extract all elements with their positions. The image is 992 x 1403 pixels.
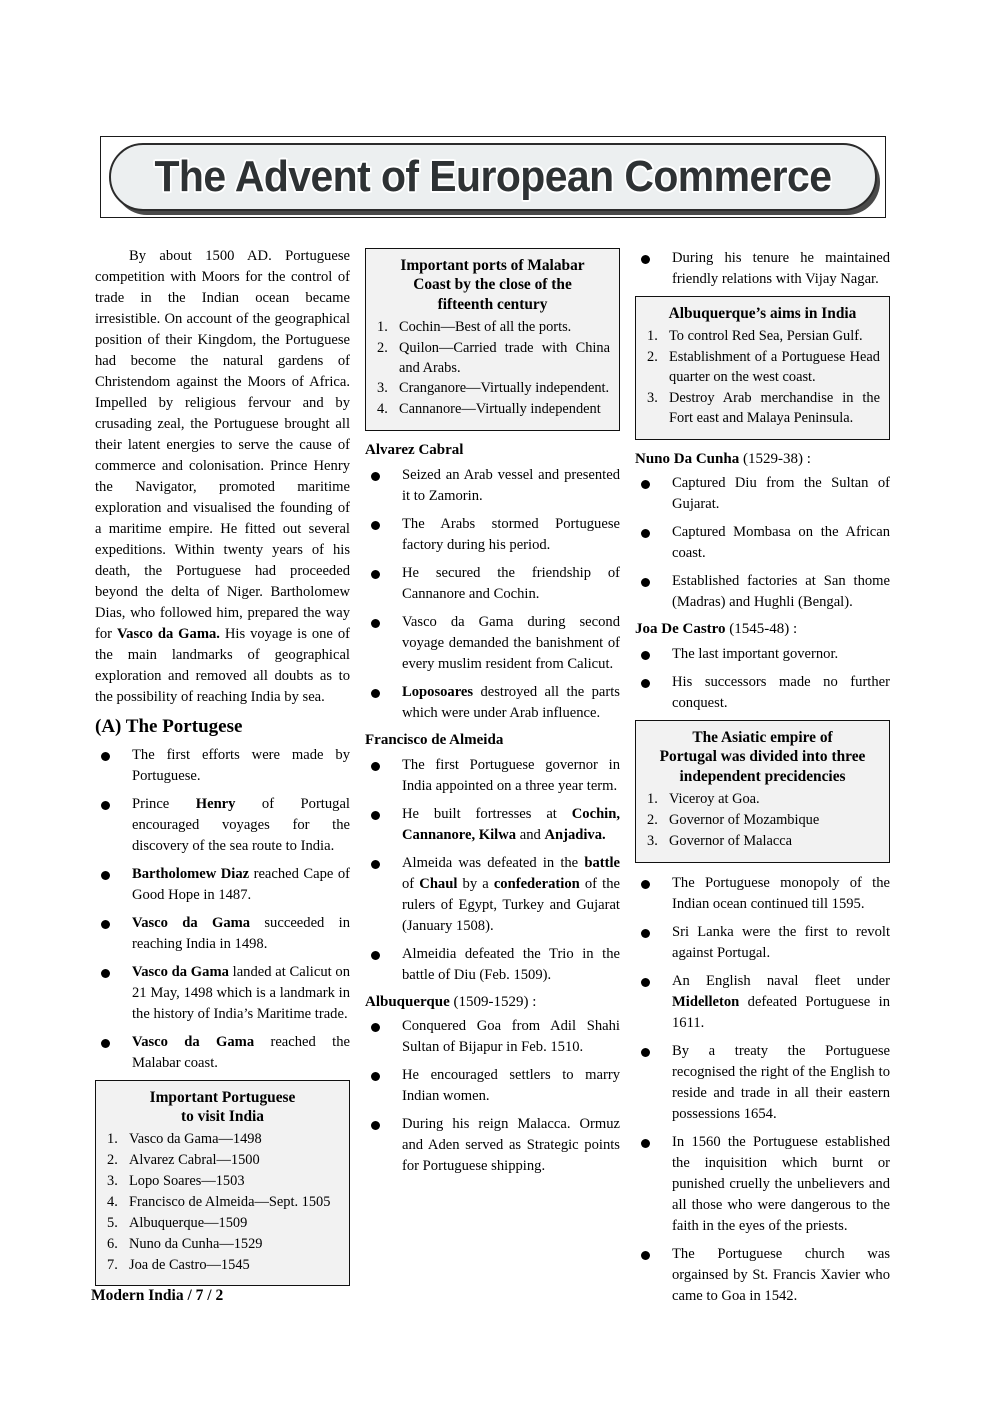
subheading-joa-de-castro [635, 620, 890, 639]
castro-bullet-list [635, 644, 890, 714]
list-item [365, 804, 620, 846]
page-title-pill [109, 143, 877, 211]
list-item [365, 612, 620, 675]
bullet-dot-icon [641, 978, 650, 987]
list-item [95, 745, 350, 787]
bullet-pre: He encouraged settlers to marry Indian women. [402, 1067, 620, 1105]
list-number: 2. [647, 811, 658, 828]
list-item [645, 790, 880, 810]
bullet-dot-icon [641, 929, 650, 938]
list-text: Nuno da Cunha—1529 [129, 1235, 263, 1252]
list-item [105, 1172, 340, 1192]
list-number: 3. [647, 832, 658, 849]
bullet-bold: Vasco da Gama [132, 1033, 255, 1050]
list-item [635, 522, 890, 564]
bullet-post: reached Cape of Good Hope in 1487. [132, 865, 351, 903]
bullet-dot-icon [641, 255, 650, 264]
bullet-pre: Vasco da Gama during second voyage demanded the banishment of every muslim resident from Calicut. [402, 613, 620, 672]
list-item [365, 563, 620, 605]
list-number: 3. [107, 1173, 118, 1190]
list-item [645, 348, 880, 388]
list-number: 3. [647, 389, 658, 406]
list-item [365, 944, 620, 986]
list-item [365, 682, 620, 724]
intro-text-bold: Vasco da Gama. [116, 626, 220, 642]
subheading-dates: (1529-38) : [739, 450, 811, 467]
bullet-text: Captured Diu from the Sultan of Gujarat. [672, 475, 890, 513]
bullet-pre: The first Portuguese governor in India appointed on a three year term. [402, 756, 620, 794]
list-item [365, 1065, 620, 1107]
list-text: Cochin—Best of all the ports. [399, 318, 572, 335]
bullet-pre: By a treaty the Portuguese recognised the right of the English to reside and trade in all their eastern possessions 1654. [672, 1042, 890, 1122]
column-3 [635, 246, 890, 1311]
list-text: Albuquerque—1509 [129, 1214, 248, 1231]
bullet-dot-icon [101, 801, 110, 810]
column-1 [95, 246, 350, 1311]
bullet-bold: Vasco da Gama [132, 963, 229, 980]
bullet-dot-icon [101, 969, 110, 978]
list-text: Viceroy at Goa. [669, 790, 760, 807]
bullet-bold-2: Anjadiva. [544, 826, 606, 843]
list-text: To control Red Sea, Persian Gulf. [669, 328, 863, 345]
bullet-pre: Prince [132, 795, 196, 812]
bullet-post: of [402, 875, 420, 892]
bullet-pre: The Arabs stormed Portuguese factory during his period. [402, 515, 620, 553]
list-number: 2. [647, 349, 658, 366]
list-item [635, 644, 890, 665]
bullet-bold: battle [584, 854, 620, 871]
box-numbered-list [375, 318, 610, 420]
bullet-pre: He built fortresses at [402, 805, 572, 822]
final-bullet-list [635, 873, 890, 1307]
box-title-line-3: fifteenth century [437, 295, 548, 313]
bullet-pre: Sri Lanka were the first to revolt against Portugal. [672, 923, 890, 961]
list-number: 4. [107, 1193, 118, 1210]
bullet-dot-icon [371, 951, 380, 960]
box-title-line-1: Important Portuguese [149, 1088, 296, 1106]
bullet-pre: The Portuguese monopoly of the Indian ocean continued till 1595. [672, 874, 890, 912]
bullet-dot-icon [371, 619, 380, 628]
list-text: Francisco de Almeida—Sept. 1505 [129, 1193, 331, 1210]
list-item [635, 672, 890, 714]
list-item [375, 339, 610, 379]
list-number: 4. [377, 401, 388, 418]
list-item [645, 832, 880, 852]
subheading-name: Nuno Da Cunha [635, 450, 740, 467]
box-title-line-1: Important ports of Malabar [400, 257, 585, 274]
subheading-alvarez-cabral: Alvarez Cabral [365, 442, 464, 459]
bullet-dot-icon [101, 920, 110, 929]
list-number: 1. [377, 318, 388, 335]
bullet-dot-icon [371, 860, 380, 869]
list-item [95, 1032, 350, 1074]
box-numbered-list [645, 790, 880, 852]
list-text: Destroy Arab merchandise in the Fort east and Malaya Peninsula. [669, 389, 880, 426]
subheading-dates: (1509-1529) : [449, 993, 537, 1010]
article-columns [95, 246, 891, 1311]
list-item [635, 971, 890, 1034]
subheading-albuquerque [365, 993, 620, 1012]
list-item [105, 1235, 340, 1255]
page-footer: Modern India / 7 / 2 [91, 1287, 224, 1304]
subheading-name: Joa De Castro [635, 621, 726, 638]
bullet-dot-icon [371, 1072, 380, 1081]
intro-text-head: By about 1500 AD. Portuguese competition with Moors for the control of trade in the Indian ocean became irresistible. On account of the geographical position of their Kingdom, the Portuguese had become the natural gardens of Christendom against the Moors of Africa. Impelled by religious fervour and by crusading zeal, the Portuguese brought all their latent energies to serve the cause of commerce and colonisation. Prince Henry the Navigator, promoted maritime exploration and visualised the founding of a maritime empire. He fitted out several expeditions. Within twenty years of his death, the Portuguese had proceeded beyond the delta of Niger. Bartholomew Dias, who followed him, prepared the way for [95, 248, 350, 642]
page-title-frame [100, 136, 886, 218]
box-title-line-2: Portugal was divided into three [659, 748, 866, 766]
bullet-dot-icon [371, 521, 380, 530]
bullet-post: defeated Portuguese in 1611. [672, 993, 890, 1031]
list-text: Lopo Soares—1503 [129, 1173, 245, 1190]
bullet-bold: Bartholomew Diaz [132, 865, 250, 882]
bullet-dot-icon [641, 679, 650, 688]
list-item [635, 922, 890, 964]
box-title: Albuquerque’s aims in India [668, 305, 857, 322]
bullet-post: and [516, 826, 545, 843]
list-number: 2. [107, 1152, 118, 1169]
subheading-francisco-de-almeida: Francisco de Almeida [365, 731, 504, 748]
bullet-pre: In 1560 the Portuguese established the inquisition which burnt or punished cruelly the unbelievers and all those who were dangerous to the faith in the eyes of the priests. [672, 1133, 890, 1234]
bullet-bold: Vasco da Gama [132, 914, 251, 931]
list-text: Vasco da Gama—1498 [129, 1131, 262, 1148]
bullet-bold: Midelleton [672, 993, 740, 1010]
box-title [105, 1088, 340, 1127]
list-number: 1. [647, 790, 658, 807]
bullet-pre: The first efforts were made by Portuguese. [132, 746, 350, 784]
list-item [365, 1016, 620, 1058]
bullet-dot-icon [371, 1121, 380, 1130]
list-text: Establishment of a Portuguese Head quarter on the west coast. [669, 349, 880, 385]
list-text: Governor of Malacca [669, 832, 793, 849]
bullet-dot-icon [371, 1023, 380, 1032]
list-item [105, 1193, 340, 1213]
column-2 [365, 246, 620, 1311]
list-item [645, 327, 880, 347]
portugese-bullet-list [95, 745, 350, 1074]
list-number: 3. [377, 380, 388, 397]
bullet-text: The last important governor. [672, 646, 839, 663]
list-text: Cranganore—Virtually independent. [399, 380, 610, 397]
box-title-line-2: to visit India [181, 1108, 264, 1126]
list-number: 1. [647, 328, 658, 345]
list-text: Governor of Mozambique [669, 811, 820, 828]
bullet-dot-icon [371, 689, 380, 698]
bullet-pre: An English naval fleet under [672, 972, 890, 989]
list-item [645, 389, 880, 429]
list-item [105, 1256, 340, 1276]
bullet-dot-icon [641, 529, 650, 538]
bullet-dot-icon [641, 578, 650, 587]
box-numbered-list [105, 1130, 340, 1275]
list-item [105, 1151, 340, 1171]
subheading-dates: (1545-48) : [725, 621, 798, 638]
list-item [365, 1114, 620, 1177]
box-asiatic-empire [635, 720, 890, 862]
bullet-post: destroyed all the parts which were under Arab influence. [402, 683, 620, 721]
list-number: 7. [107, 1256, 118, 1273]
list-item [635, 1132, 890, 1237]
bullet-pre: The Portuguese church was orgainsed by St. Francis Xavier who came to Goa in 1542. [672, 1245, 890, 1304]
list-number: 2. [377, 339, 388, 356]
subheading-name: Albuquerque [365, 993, 450, 1010]
list-number: 6. [107, 1235, 118, 1252]
bullet-pre: Almeida was defeated in the [402, 854, 585, 871]
bullet-post: landed at Calicut on 21 May, 1498 which is a landmark in the history of India’s Maritime trade. [132, 963, 350, 1022]
bullet-pre: Almeidia defeated the Trio in the battle of Diu (Feb. 1509). [402, 945, 620, 983]
list-item [365, 755, 620, 797]
albuquerque-bullet-list [365, 1016, 620, 1177]
bullet-dot-icon [641, 1048, 650, 1057]
list-item [635, 571, 890, 613]
bullet-dot-icon [371, 811, 380, 820]
list-text: Cannanore—Virtually independent [399, 401, 601, 418]
bullet-bold: Loposoares [402, 683, 474, 700]
bullet-dot-icon [371, 472, 380, 481]
bullet-dot-icon [641, 880, 650, 889]
list-item [635, 1041, 890, 1125]
box-title-line-2: Coast by the close of the [413, 276, 572, 294]
list-text: Alvarez Cabral—1500 [129, 1152, 260, 1169]
bullet-post-2: by a [457, 875, 494, 892]
bullet-dot-icon [371, 762, 380, 771]
box-malabar-ports [365, 248, 620, 431]
box-title-line-1: The Asiatic empire of [692, 729, 833, 747]
box-important-portuguese [95, 1080, 350, 1287]
list-text: Quilon—Carried trade with China and Arabs. [399, 339, 610, 376]
box-albuquerque-aims [635, 296, 890, 440]
bullet-post-3: of the rulers of Egypt, Turkey and Gujarat (January 1508). [402, 875, 620, 934]
bullet-dot-icon [641, 1139, 650, 1148]
cunha-bullet-list [635, 473, 890, 613]
box-numbered-list [645, 327, 880, 428]
bullet-post: reached the Malabar coast. [132, 1033, 350, 1071]
bullet-pre: During his tenure he maintained friendly relations with Vijay Nagar. [672, 250, 890, 287]
bullet-post: of Portugal encouraged voyages for the discovery of the sea route to India. [132, 795, 350, 854]
bullet-bold: Cochin, Cannanore, Kilwa [402, 805, 620, 843]
intro-text-tail: His voyage is one of the main landmarks of geographical exploration and removed all doubts as to the possibility of reaching India by sea. [95, 626, 350, 705]
list-number: 5. [107, 1214, 118, 1231]
list-item [635, 473, 890, 515]
list-item [635, 248, 890, 290]
list-text: Joa de Castro—1545 [129, 1256, 250, 1273]
bullet-dot-icon [101, 752, 110, 761]
list-item [95, 864, 350, 906]
box-title [645, 728, 880, 786]
almeida-bullet-list [365, 755, 620, 986]
bullet-bold-2: Chaul [419, 875, 458, 892]
list-item [105, 1130, 340, 1150]
box-title-line-3: independent precidencies [679, 767, 846, 785]
list-item [635, 873, 890, 915]
bullet-pre: During his reign Malacca. Ormuz and Aden served as Strategic points for Portuguese shipping. [402, 1116, 620, 1175]
vijay-nagar-bullet-list [635, 248, 890, 290]
bullet-dot-icon [101, 871, 110, 880]
page-title: The Advent of European Commerce [154, 152, 832, 201]
list-item [375, 400, 610, 420]
list-item [365, 465, 620, 507]
bullet-pre: He secured the friendship of Cannanore and Cochin. [402, 564, 620, 602]
list-number: 1. [107, 1131, 118, 1148]
bullet-pre: Conquered Goa from Adil Shahi Sultan of Bijapur in Feb. 1510. [402, 1018, 620, 1056]
list-item [95, 794, 350, 857]
list-item [645, 811, 880, 831]
cabral-bullet-list [365, 465, 620, 724]
bullet-text: Captured Mombasa on the African coast. [672, 524, 890, 562]
bullet-dot-icon [641, 651, 650, 660]
section-heading-portugese: (A) The Portugese [95, 716, 243, 737]
bullet-bold-3: confederation [493, 875, 580, 892]
list-item [375, 318, 610, 338]
list-item [105, 1214, 340, 1234]
subheading-nuno-da-cunha [635, 450, 890, 469]
bullet-dot-icon [641, 480, 650, 489]
bullet-dot-icon [641, 1251, 650, 1260]
list-item [365, 853, 620, 937]
bullet-pre: Seized an Arab vessel and presented it to Zamorin. [402, 466, 620, 504]
bullet-bold: Henry [195, 795, 236, 812]
list-item [375, 379, 610, 399]
list-item [95, 962, 350, 1025]
list-item [365, 514, 620, 556]
intro-paragraph [95, 246, 350, 708]
list-item [95, 913, 350, 955]
bullet-text: Established factories at San thome (Madras) and Hughli (Bengal). [672, 573, 890, 611]
bullet-dot-icon [371, 570, 380, 579]
bullet-post: succeeded in reaching India in 1498. [132, 914, 350, 952]
list-item [635, 1244, 890, 1307]
bullet-text: His successors made no further conquest. [672, 674, 890, 712]
box-title [375, 256, 610, 314]
bullet-dot-icon [101, 1039, 110, 1048]
